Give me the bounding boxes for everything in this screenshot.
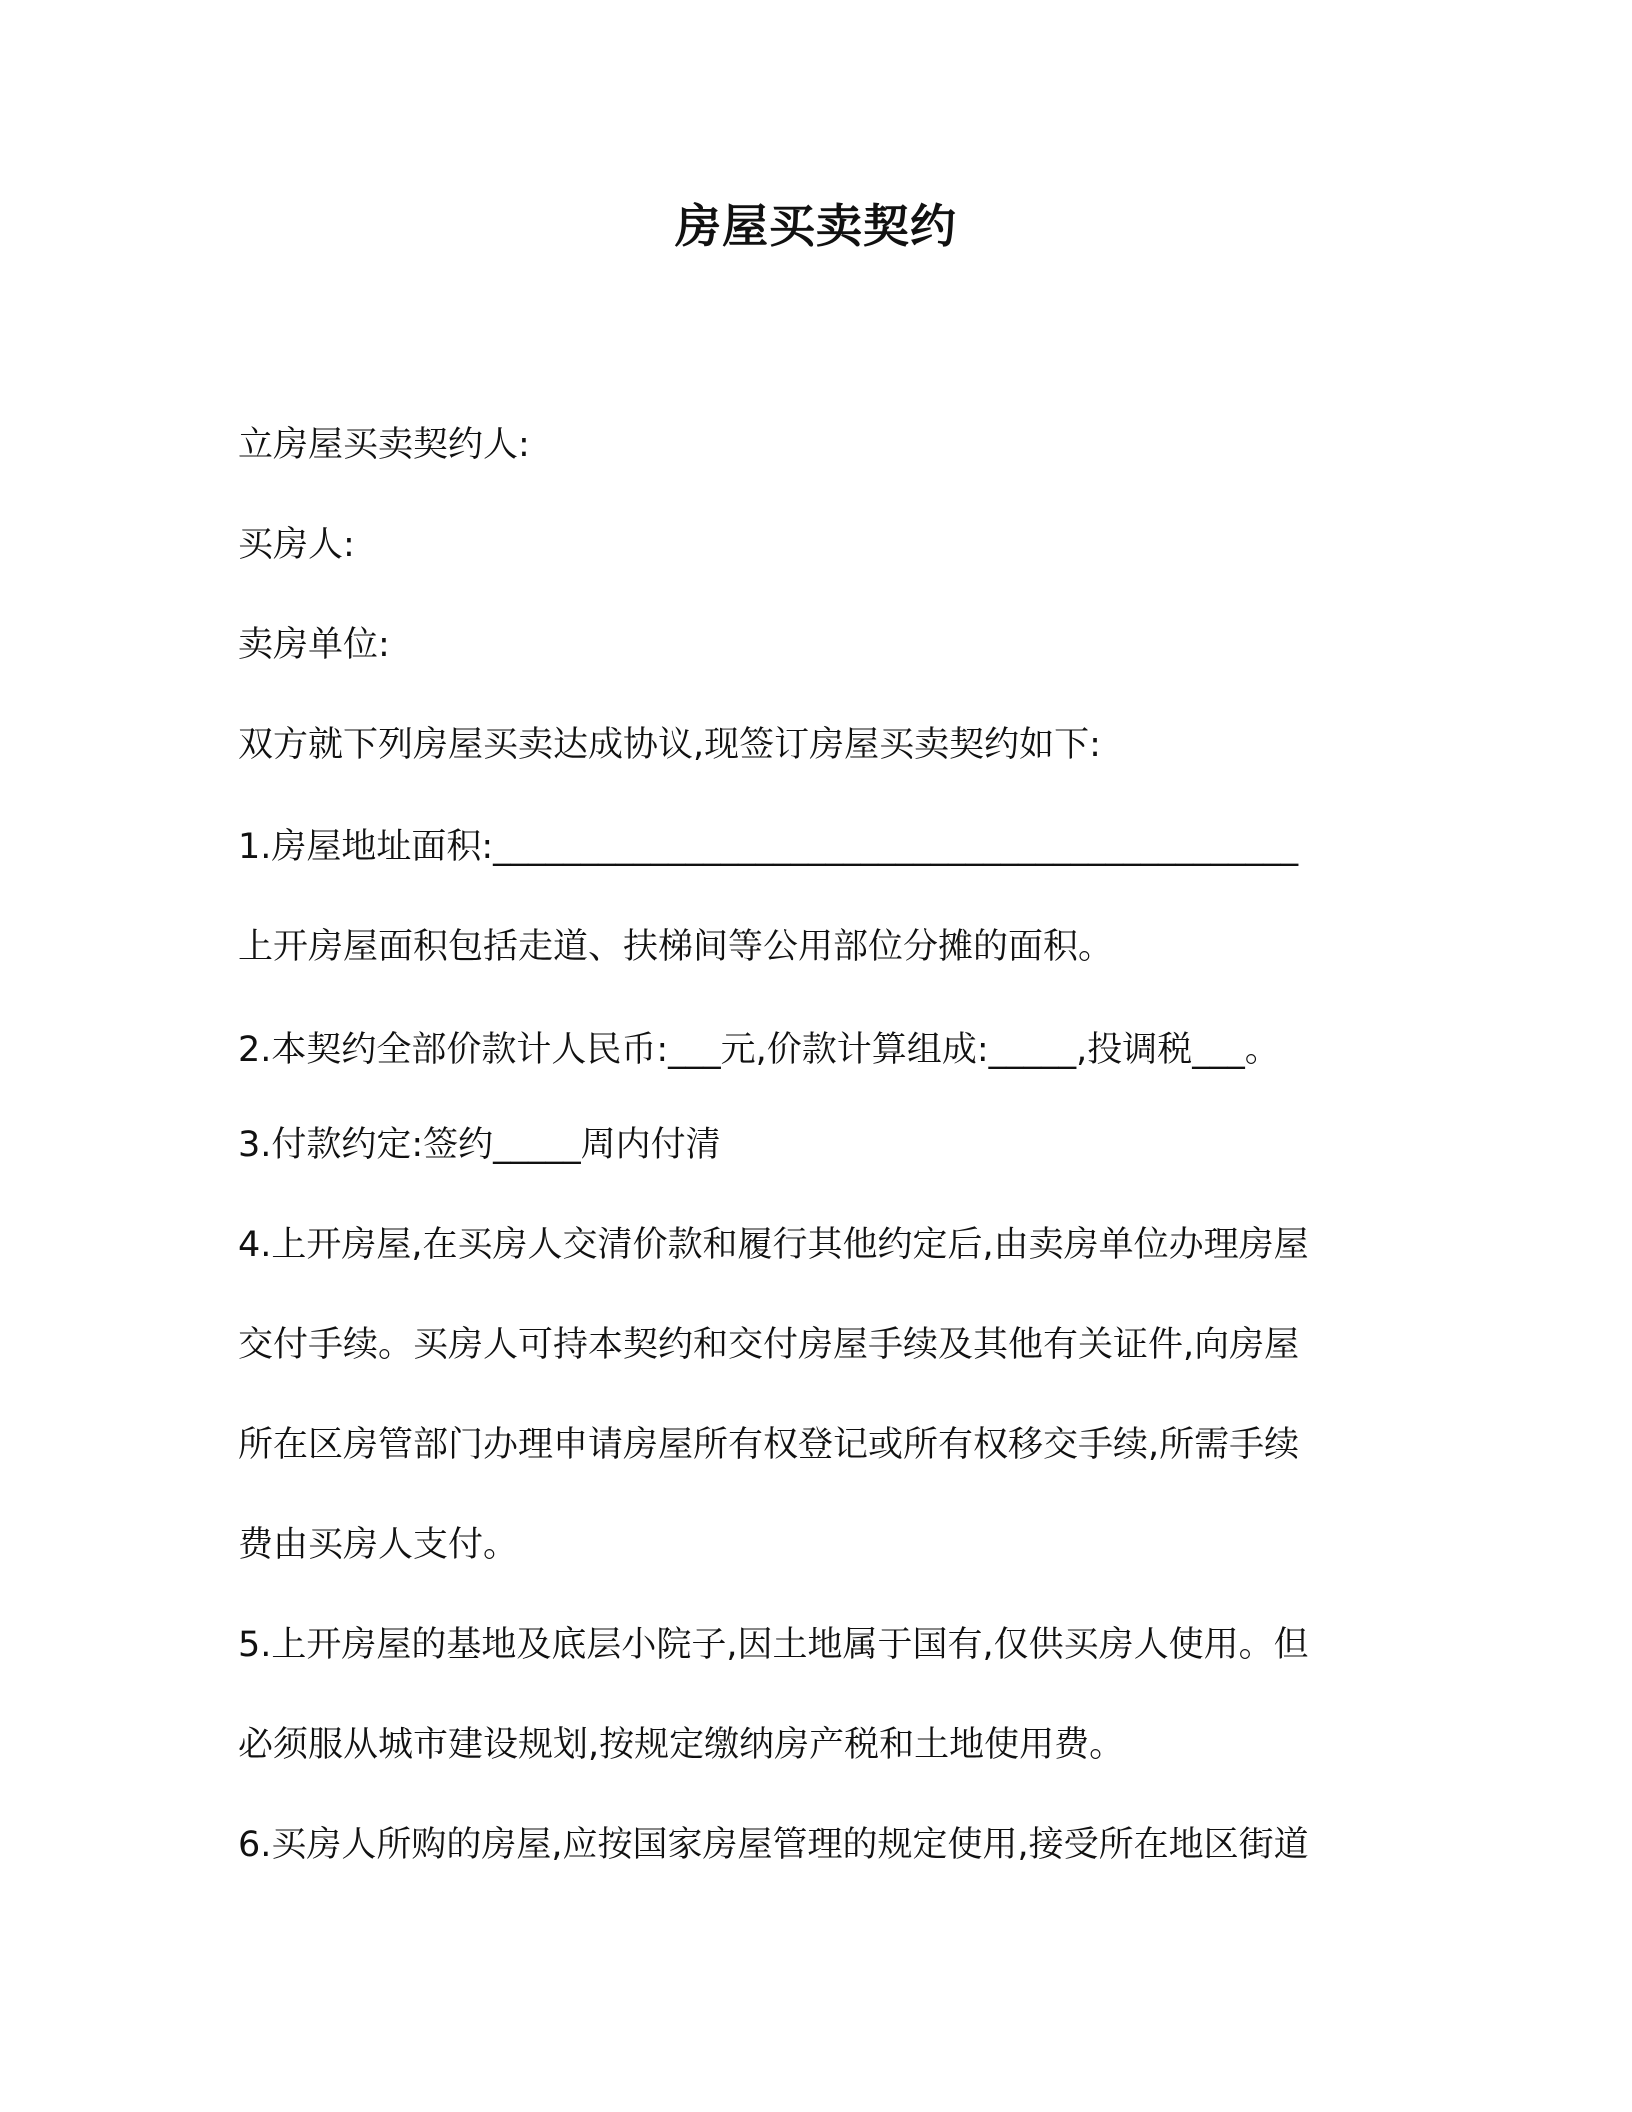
seller-line: 卖房单位: [238, 625, 390, 665]
clause-4-line-4: 费由买房人支付。 [238, 1525, 519, 1565]
clause-5-line-2: 必须服从城市建设规划,按规定缴纳房产税和土地使用费。 [238, 1725, 1125, 1765]
clause-1-line: 1.房屋地址面积:______________________________________________ [238, 827, 1299, 867]
clause-4-line-2: 交付手续。买房人可持本契约和交付房屋手续及其他有关证件,向房屋 [238, 1325, 1300, 1365]
clause-4-line-3: 所在区房管部门办理申请房屋所有权登记或所有权移交手续,所需手续 [238, 1425, 1300, 1465]
clause-2-line: 2.本契约全部价款计人民币:___元,价款计算组成:_____,投调税___。 [238, 1030, 1280, 1070]
buyer-line: 买房人: [238, 525, 355, 565]
clause-3-line: 3.付款约定:签约_____周内付清 [238, 1125, 721, 1165]
clause-5-line-1: 5.上开房屋的基地及底层小院子,因土地属于国有,仅供买房人使用。但 [238, 1625, 1309, 1665]
contract-parties-line: 立房屋买卖契约人: [238, 425, 530, 465]
clause-6-line-1: 6.买房人所购的房屋,应按国家房屋管理的规定使用,接受所在地区街道 [238, 1825, 1309, 1865]
clause-4-line-1: 4.上开房屋,在买房人交清价款和履行其他约定后,由卖房单位办理房屋 [238, 1225, 1309, 1265]
document-title: 房屋买卖契约 [675, 199, 957, 253]
clause-1-note-line: 上开房屋面积包括走道、扶梯间等公用部位分摊的面积。 [238, 927, 1114, 967]
agreement-intro-line: 双方就下列房屋买卖达成协议,现签订房屋买卖契约如下: [238, 725, 1101, 765]
